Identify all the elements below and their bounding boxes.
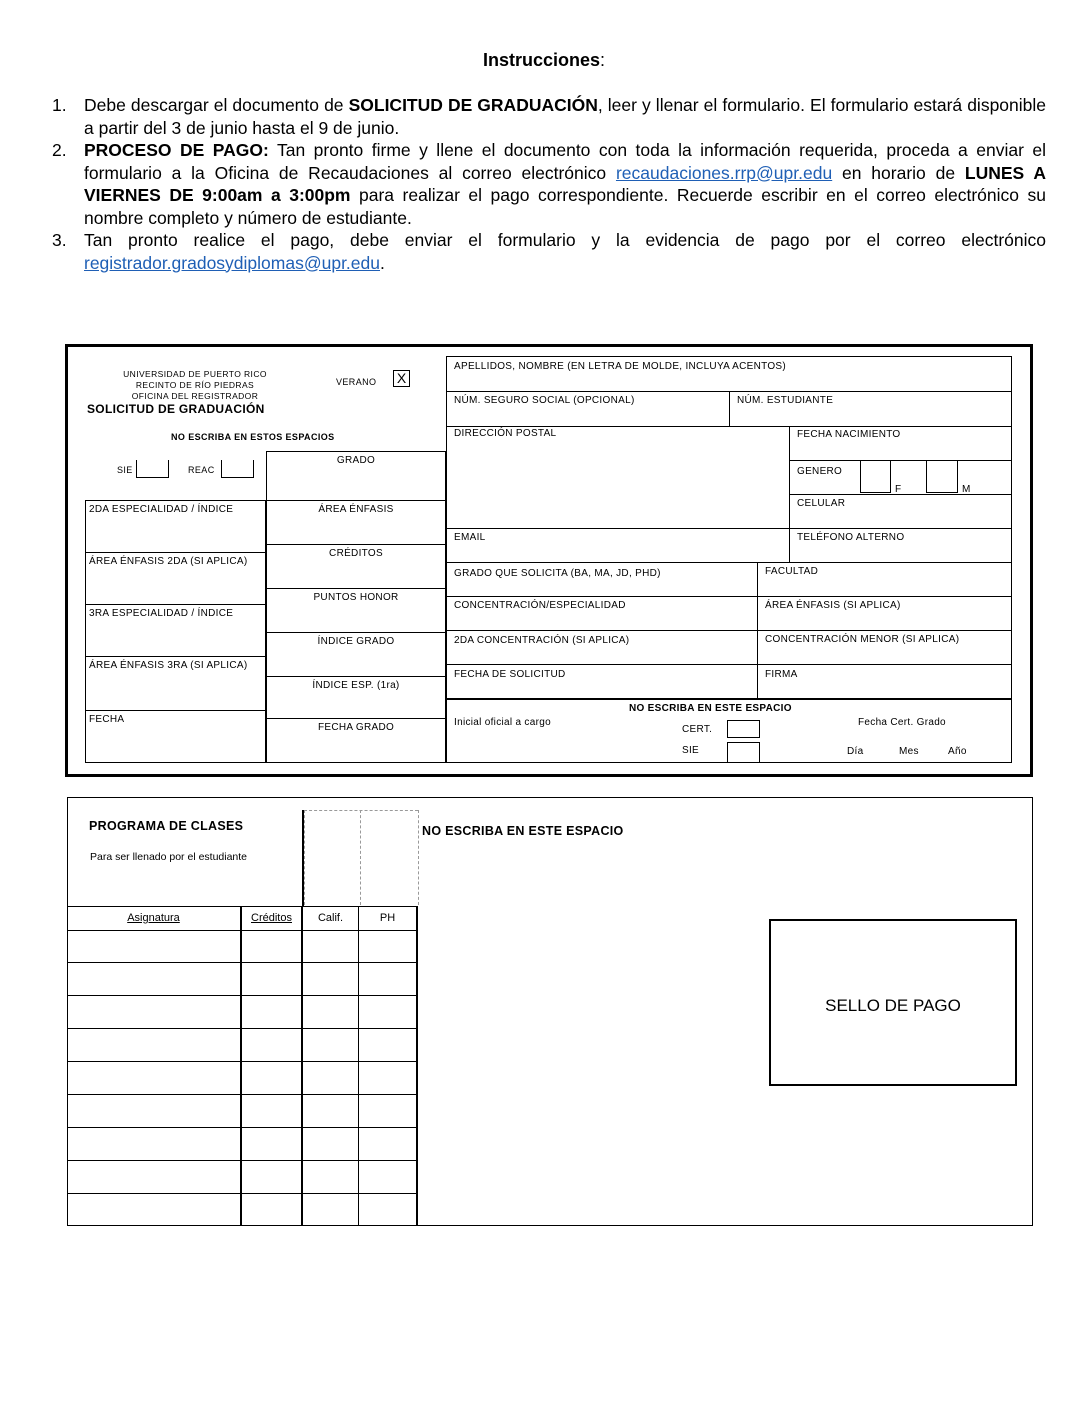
university-name: UNIVERSIDAD DE PUERTO RICO	[123, 369, 267, 379]
verano-checkbox[interactable]: X	[393, 370, 410, 387]
programa-subtitle: Para ser llenado por el estudiante	[90, 851, 248, 863]
direccion-postal-field[interactable]: DIRECCIÓN POSTAL	[454, 428, 557, 439]
concentracion-menor-field[interactable]: CONCENTRACIÓN MENOR (SI APLICA)	[765, 634, 960, 645]
area-enfasis-2da-field[interactable]: ÁREA ÉNFASIS 2DA (SI APLICA)	[89, 556, 248, 567]
area-enfasis-right-field[interactable]: ÁREA ÉNFASIS (SI APLICA)	[765, 600, 901, 611]
no-escriba-right: NO ESCRIBA EN ESTE ESPACIO	[629, 703, 792, 714]
programa-title: PROGRAMA DE CLASES	[89, 819, 244, 833]
genero-f-checkbox[interactable]	[860, 460, 891, 493]
office-name: OFICINA DEL REGISTRADOR	[131, 391, 259, 401]
genero-label: GENERO	[797, 466, 843, 477]
recaudaciones-email-link[interactable]: recaudaciones.rrp@upr.edu	[615, 162, 833, 183]
area-enfasis-3ra-field[interactable]: ÁREA ÉNFASIS 3RA (SI APLICA)	[89, 660, 248, 671]
fecha-cert-label: Fecha Cert. Grado	[858, 717, 946, 728]
segunda-concentracion-field[interactable]: 2DA CONCENTRACIÓN (SI APLICA)	[454, 635, 630, 646]
fecha-nacimiento-field[interactable]: FECHA NACIMIENTO	[797, 429, 901, 440]
instructions-title: Instrucciones:	[482, 50, 606, 70]
form-title: SOLICITUD DE GRADUACIÓN	[87, 402, 265, 416]
class-table	[67, 906, 418, 1226]
grado-field[interactable]: GRADO	[336, 455, 376, 466]
sello-de-pago-label: SELLO DE PAGO	[825, 996, 961, 1015]
genero-m-checkbox[interactable]	[926, 460, 958, 493]
mes-label: Mes	[899, 746, 919, 757]
middle-column-grid	[266, 451, 446, 763]
grado-solicita-field[interactable]: GRADO QUE SOLICITA (BA, MA, JD, PHD)	[454, 568, 661, 579]
creditos-field[interactable]: CRÉDITOS	[329, 548, 383, 559]
genero-f-label: F	[895, 484, 902, 495]
instruction-item: 3. Tan pronto realice el pago, debe enviar el formulario y la evidencia de pago por el correo electrónico registrador.gradosydiplomas@upr.edu.	[52, 230, 1046, 273]
reac-box[interactable]	[221, 460, 254, 478]
puntos-honor-field[interactable]: PUNTOS HONOR	[313, 592, 399, 603]
firma-field[interactable]: FIRMA	[765, 669, 798, 680]
sie-right-label: SIE	[682, 745, 700, 756]
instructions-list	[44, 94, 1046, 274]
instruction-item: 2. PROCESO DE PAGO: Tan pronto firme y llene el documento con toda la información requerida, proceda a enviar el formulario a la Oficina de Recaudaciones al correo electrónico recaudaciones.rrp@upr.edu en horario de LUNES A VIERNES DE 9:00am a 3:00pm para realizar el pago correspondiente. Recuerde escribir en el correo electrónico su nombre completo y número de estudiante.	[52, 140, 1046, 228]
genero-m-label: M	[962, 484, 971, 495]
no-escriba-programa: NO ESCRIBA EN ESTE ESPACIO	[422, 824, 624, 838]
concentracion-field[interactable]: CONCENTRACIÓN/ESPECIALIDAD	[454, 600, 626, 611]
asignatura-header: Asignatura	[127, 912, 180, 924]
cert-box[interactable]	[727, 720, 760, 738]
calif-header: Calif.	[317, 912, 344, 924]
registrador-email-link[interactable]: registrador.gradosydiplomas@upr.edu	[84, 252, 380, 273]
ph-header: PH	[379, 912, 396, 924]
cert-label: CERT.	[682, 724, 713, 735]
numero-estudiante-field[interactable]: NÚM. ESTUDIANTE	[737, 395, 834, 406]
ano-label: Año	[948, 746, 967, 757]
reac-label: REAC	[188, 465, 215, 475]
fecha-grado-field[interactable]: FECHA GRADO	[317, 722, 395, 733]
fecha-solicitud-field[interactable]: FECHA DE SOLICITUD	[454, 669, 566, 680]
celular-field[interactable]: CELULAR	[797, 498, 846, 509]
verano-label: VERANO	[336, 377, 377, 387]
creditos-header: Créditos	[251, 912, 292, 924]
sie-box[interactable]	[136, 460, 169, 478]
facultad-field[interactable]: FACULTAD	[765, 566, 819, 577]
sie-label: SIE	[117, 465, 133, 475]
inicial-oficial-label: Inicial oficial a cargo	[454, 717, 551, 728]
telefono-alterno-field[interactable]: TELÉFONO ALTERNO	[797, 532, 905, 543]
fecha-field[interactable]: FECHA	[89, 714, 125, 725]
dia-label: Día	[847, 746, 864, 757]
no-escriba-espacios: NO ESCRIBA EN ESTOS ESPACIOS	[171, 432, 335, 442]
campus-name: RECINTO DE RÍO PIEDRAS	[135, 380, 255, 390]
seguro-social-field[interactable]: NÚM. SEGURO SOCIAL (OPCIONAL)	[454, 395, 635, 406]
apellidos-field[interactable]: APELLIDOS, NOMBRE (EN LETRA DE MOLDE, INCLUYA ACENTOS)	[454, 361, 787, 372]
instruction-item: 1. Debe descargar el documento de SOLICITUD DE GRADUACIÓN, leer y llenar el formulario. El formulario estará disponible a partir del 3 de junio hasta el 9 de junio.	[52, 95, 1047, 138]
segunda-especialidad-field[interactable]: 2DA ESPECIALIDAD / ÍNDICE	[89, 504, 234, 515]
tercera-especialidad-field[interactable]: 3RA ESPECIALIDAD / ÍNDICE	[89, 608, 234, 619]
sie-right-box[interactable]	[727, 742, 760, 762]
area-enfasis-field[interactable]: ÁREA ÉNFASIS	[318, 504, 394, 515]
email-field[interactable]: EMAIL	[454, 532, 486, 543]
indice-esp-field[interactable]: ÍNDICE ESP. (1ra)	[312, 680, 400, 691]
indice-grado-field[interactable]: ÍNDICE GRADO	[317, 636, 395, 647]
